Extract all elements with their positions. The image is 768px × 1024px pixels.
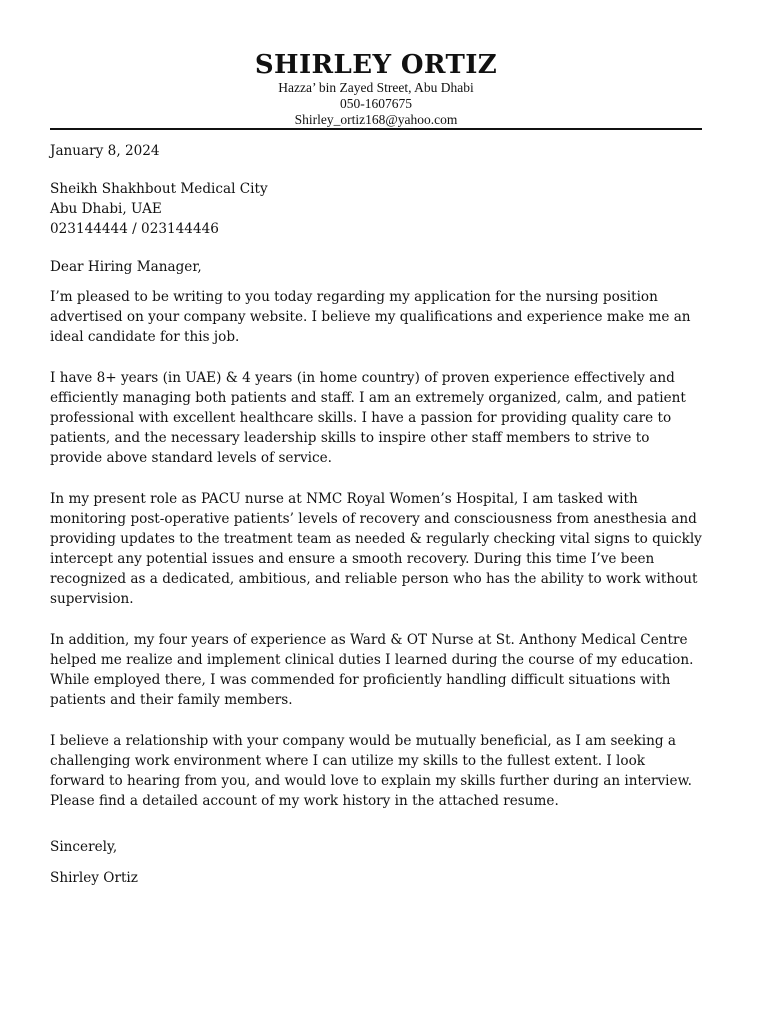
letter-date: January 8, 2024 xyxy=(50,143,160,159)
paragraph-intro: I’m pleased to be writing to you today regarding my application for the nursing position advertised on your company website. I believe my qualifications and experience make me an ideal candidate for this job. xyxy=(50,289,691,345)
salutation: Dear Hiring Manager, xyxy=(50,259,202,275)
letterhead xyxy=(50,50,702,128)
paragraph-experience: I have 8+ years (in UAE) & 4 years (in home country) of proven experience effectively and efficiently managing both patients and staff. I am an extremely organized, calm, and patient professional with excellent healthcare skills. I have a passion for providing quality care to patients, and the necessary leadership skills to inspire other staff members to strive to provide above standard levels of service. xyxy=(50,370,686,466)
paragraph-conclusion: I believe a relationship with your company would be mutually beneficial, as I am seeking a challenging work environment where I can utilize my skills to the fullest extent. I look forward to hearing from you, and would love to explain my skills further during an interview. Please find a detailed account of my work history in the attached resume. xyxy=(50,733,692,809)
header-divider xyxy=(50,128,702,130)
applicant-name: SHIRLEY ORTIZ xyxy=(254,50,498,80)
applicant-email: Shirley_ortiz168@yahoo.com xyxy=(294,112,458,127)
recipient-phone: 023144444 / 023144446 xyxy=(50,221,219,237)
letter-body xyxy=(50,141,702,894)
recipient-organization: Sheikh Shakhbout Medical City xyxy=(50,181,268,197)
closing-block xyxy=(50,832,702,894)
recipient-block xyxy=(50,179,702,239)
closing-phrase: Sincerely, xyxy=(50,839,118,855)
signature-name: Shirley Ortiz xyxy=(50,870,138,886)
paragraph-previous-role: In addition, my four years of experience as Ward & OT Nurse at St. Anthony Medical Centre helped me realize and implement clinical duties I learned during the course of my education. While employed there, I was commended for proficiently handling difficult situations with patients and their family members. xyxy=(50,632,694,708)
applicant-address: Hazza’ bin Zayed Street, Abu Dhabi xyxy=(278,80,474,95)
recipient-location: Abu Dhabi, UAE xyxy=(50,201,162,217)
applicant-phone: 050-1607675 xyxy=(340,96,412,111)
paragraph-current-role: In my present role as PACU nurse at NMC Royal Women’s Hospital, I am tasked with monitoring post-operative patients’ levels of recovery and consciousness from anesthesia and providing updates to the treatment team as needed & regularly checking vital signs to quickly intercept any potential issues and ensure a smooth recovery. During this time I’ve been recognized as a dedicated, ambitious, and reliable person who has the ability to work without supervision. xyxy=(50,491,702,607)
